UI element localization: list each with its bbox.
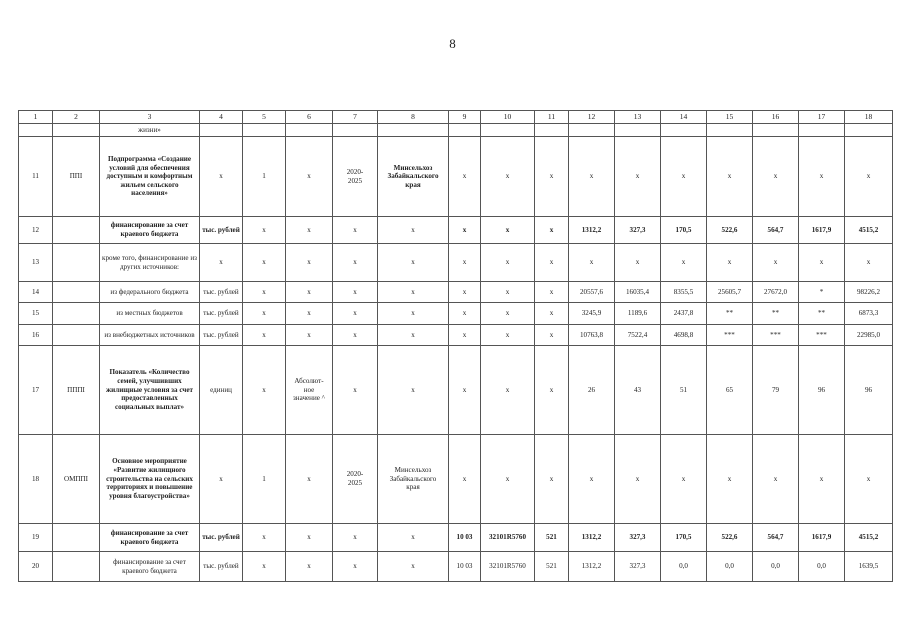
table-cell: 11	[19, 137, 53, 217]
table-cell: 4515,2	[845, 217, 893, 244]
table-cell: x	[243, 524, 286, 552]
row-description: финансирование за счет краевого бюджета	[100, 552, 200, 582]
table-cell: 522,6	[707, 217, 753, 244]
table-cell: Минсельхоз Забайкальского края	[378, 435, 449, 524]
table-cell: x	[753, 244, 799, 282]
table-cell: x	[378, 552, 449, 582]
table-cell: 2020- 2025	[333, 435, 378, 524]
table-cell: 96	[799, 346, 845, 435]
table-cell: 25605,7	[707, 282, 753, 303]
table-cell: x	[707, 137, 753, 217]
table-cell: 12	[19, 217, 53, 244]
header-cell: 12	[569, 111, 615, 124]
table-cell: 4698,8	[661, 325, 707, 346]
row-description: Подпрограмма «Создание условий для обеспечения доступным и комфортным жильем сельского населения»	[100, 137, 200, 217]
table-cell: тыс. рублей	[200, 524, 243, 552]
table-cell: 26	[569, 346, 615, 435]
table-cell: тыс. рублей	[200, 282, 243, 303]
table-cell: x	[449, 435, 481, 524]
table-cell: 10 03	[449, 524, 481, 552]
table-cell: *	[799, 282, 845, 303]
table-cell	[378, 124, 449, 137]
table-cell: 521	[535, 524, 569, 552]
table-cell	[845, 124, 893, 137]
table-cell: x	[615, 244, 661, 282]
table-cell	[535, 124, 569, 137]
table-cell: 1312,2	[569, 217, 615, 244]
table-cell	[53, 303, 100, 325]
table-cell: x	[449, 244, 481, 282]
table-cell: x	[661, 137, 707, 217]
table-cell: x	[661, 435, 707, 524]
table-cell: 6873,3	[845, 303, 893, 325]
table-cell	[799, 124, 845, 137]
table-cell: x	[243, 282, 286, 303]
header-cell: 1	[19, 111, 53, 124]
table-cell: x	[378, 282, 449, 303]
table-cell: x	[243, 303, 286, 325]
table-cell: 14	[19, 282, 53, 303]
table-cell: 15	[19, 303, 53, 325]
table-cell: ПППI	[53, 346, 100, 435]
table-cell: x	[333, 303, 378, 325]
table-cell: x	[535, 217, 569, 244]
table-cell: x	[286, 303, 333, 325]
table-cell: 51	[661, 346, 707, 435]
table-cell: x	[243, 217, 286, 244]
table-cell: x	[378, 303, 449, 325]
table-cell: x	[286, 435, 333, 524]
table-cell: x	[535, 435, 569, 524]
table-cell: 170,5	[661, 217, 707, 244]
table-cell: ***	[707, 325, 753, 346]
table-cell	[53, 282, 100, 303]
table-cell: **	[753, 303, 799, 325]
table-cell: x	[449, 282, 481, 303]
header-cell: 5	[243, 111, 286, 124]
table-row	[19, 346, 893, 435]
table-cell: x	[845, 137, 893, 217]
table-cell	[333, 124, 378, 137]
table-cell: x	[481, 217, 535, 244]
header-cell: 14	[661, 111, 707, 124]
table-cell: ОМППI	[53, 435, 100, 524]
table-cell	[449, 124, 481, 137]
table-cell: x	[535, 325, 569, 346]
table-cell: x	[481, 303, 535, 325]
table-cell: x	[449, 346, 481, 435]
table-cell: x	[481, 137, 535, 217]
header-cell: 9	[449, 111, 481, 124]
table-cell: x	[845, 244, 893, 282]
table-cell: **	[799, 303, 845, 325]
table-cell: x	[707, 435, 753, 524]
table-cell	[53, 124, 100, 137]
table-cell: 18	[19, 435, 53, 524]
table-cell: x	[243, 244, 286, 282]
table-cell: единиц	[200, 346, 243, 435]
table-cell: 564,7	[753, 217, 799, 244]
table-cell: 521	[535, 552, 569, 582]
table-cell: x	[799, 137, 845, 217]
table-cell: 20557,6	[569, 282, 615, 303]
table-cell: x	[535, 346, 569, 435]
table-cell: x	[286, 244, 333, 282]
table-row	[19, 303, 893, 325]
table-cell: ППI	[53, 137, 100, 217]
table-cell	[243, 124, 286, 137]
table-cell: 32101R5760	[481, 524, 535, 552]
table-cell: Абсолют- ное значение ^	[286, 346, 333, 435]
table-cell: 16035,4	[615, 282, 661, 303]
table-cell: 0,0	[661, 552, 707, 582]
table-cell: 1	[243, 435, 286, 524]
table-cell: 2437,8	[661, 303, 707, 325]
table-cell: x	[569, 244, 615, 282]
table-cell: x	[200, 435, 243, 524]
table-cell	[19, 124, 53, 137]
table-cell: x	[286, 552, 333, 582]
table-cell: x	[378, 346, 449, 435]
table-cell: x	[661, 244, 707, 282]
table-cell: x	[286, 137, 333, 217]
table-cell	[286, 124, 333, 137]
table-cell: x	[753, 435, 799, 524]
table-cell: x	[481, 435, 535, 524]
table-cell: 43	[615, 346, 661, 435]
row-description: кроме того, финансирование из других источников:	[100, 244, 200, 282]
table-cell: x	[449, 217, 481, 244]
table-cell	[569, 124, 615, 137]
table-cell: x	[378, 325, 449, 346]
table-cell: x	[799, 244, 845, 282]
table-cell: 1639,5	[845, 552, 893, 582]
table-cell: x	[378, 524, 449, 552]
header-cell: 6	[286, 111, 333, 124]
table-cell: 1312,2	[569, 552, 615, 582]
header-cell: 13	[615, 111, 661, 124]
table-cell: x	[799, 435, 845, 524]
table-cell: x	[378, 244, 449, 282]
program-table	[18, 110, 893, 582]
row-description: жизни»	[100, 124, 200, 137]
table-cell: x	[449, 303, 481, 325]
table-cell: x	[286, 524, 333, 552]
table-cell: 17	[19, 346, 53, 435]
table-cell	[707, 124, 753, 137]
table-cell: x	[449, 325, 481, 346]
table-cell: тыс. рублей	[200, 552, 243, 582]
header-cell: 15	[707, 111, 753, 124]
table-cell: x	[378, 217, 449, 244]
table-cell: тыс. рублей	[200, 303, 243, 325]
table-cell: ***	[753, 325, 799, 346]
table-row	[19, 552, 893, 582]
table-cell: **	[707, 303, 753, 325]
header-cell: 11	[535, 111, 569, 124]
table-cell: 98226,2	[845, 282, 893, 303]
table-cell: 1189,6	[615, 303, 661, 325]
table-cell: 10763,8	[569, 325, 615, 346]
header-cell: 10	[481, 111, 535, 124]
table-row	[19, 282, 893, 303]
table-cell: x	[615, 435, 661, 524]
header-cell: 7	[333, 111, 378, 124]
row-description: Основное мероприятие «Развитие жилищного строительства на сельских территориях и повышение уровня благоустройства»	[100, 435, 200, 524]
table-cell: x	[481, 325, 535, 346]
table-cell: 327,3	[615, 217, 661, 244]
table-cell: 7522,4	[615, 325, 661, 346]
table-row	[19, 524, 893, 552]
table-row	[19, 137, 893, 217]
table-cell: x	[481, 346, 535, 435]
header-cell: 17	[799, 111, 845, 124]
table-cell: 327,3	[615, 524, 661, 552]
table-cell: 0,0	[707, 552, 753, 582]
table-cell: 564,7	[753, 524, 799, 552]
table-cell: x	[243, 325, 286, 346]
table-cell	[53, 244, 100, 282]
table-cell: x	[569, 137, 615, 217]
table-cell	[53, 552, 100, 582]
table-row	[19, 124, 893, 137]
table-row	[19, 217, 893, 244]
table-cell: тыс. рублей	[200, 325, 243, 346]
table-cell: x	[243, 552, 286, 582]
table-cell: x	[535, 244, 569, 282]
table-cell: 1312,2	[569, 524, 615, 552]
row-description: Показатель «Количество семей, улучшивших жилищные условия за счет предоставленных социальных выплат»	[100, 346, 200, 435]
table-cell: 1	[243, 137, 286, 217]
table-cell	[200, 124, 243, 137]
table-cell: 4515,2	[845, 524, 893, 552]
table-cell: 16	[19, 325, 53, 346]
table-cell: 170,5	[661, 524, 707, 552]
table-cell: 20	[19, 552, 53, 582]
table-cell: 522,6	[707, 524, 753, 552]
table-cell: x	[569, 435, 615, 524]
table-cell: x	[286, 325, 333, 346]
table-cell	[661, 124, 707, 137]
header-cell: 18	[845, 111, 893, 124]
page-number: 8	[449, 36, 456, 51]
table-cell: x	[333, 346, 378, 435]
row-description: финансирование за счет краевого бюджета	[100, 524, 200, 552]
header-cell: 4	[200, 111, 243, 124]
table-cell: 327,3	[615, 552, 661, 582]
table-cell: 8355,5	[661, 282, 707, 303]
table-cell	[53, 524, 100, 552]
table-cell: x	[286, 217, 333, 244]
table-cell: 96	[845, 346, 893, 435]
table-cell	[481, 124, 535, 137]
table-cell: x	[481, 244, 535, 282]
table-cell: 13	[19, 244, 53, 282]
header-cell: 8	[378, 111, 449, 124]
table-cell: 19	[19, 524, 53, 552]
table-cell: 0,0	[753, 552, 799, 582]
table-row	[19, 244, 893, 282]
header-cell: 16	[753, 111, 799, 124]
table-cell: 10 03	[449, 552, 481, 582]
table-cell: x	[615, 137, 661, 217]
table-cell: x	[481, 282, 535, 303]
table-cell: x	[707, 244, 753, 282]
table-cell: 1617,9	[799, 217, 845, 244]
table-cell: x	[753, 137, 799, 217]
table-cell: 65	[707, 346, 753, 435]
table-cell: 79	[753, 346, 799, 435]
table-cell: x	[333, 244, 378, 282]
table-cell: x	[845, 435, 893, 524]
table-cell	[53, 217, 100, 244]
table-cell: x	[535, 303, 569, 325]
table-cell	[53, 325, 100, 346]
table-cell	[753, 124, 799, 137]
table-cell: 3245,9	[569, 303, 615, 325]
row-description: из внебюджетных источников	[100, 325, 200, 346]
table-cell: x	[286, 282, 333, 303]
table-cell: 2020- 2025	[333, 137, 378, 217]
table-cell: x	[333, 552, 378, 582]
table-cell: ***	[799, 325, 845, 346]
table-cell: x	[243, 346, 286, 435]
table-cell	[615, 124, 661, 137]
table-cell: x	[535, 137, 569, 217]
table-row	[19, 435, 893, 524]
table-cell: x	[333, 325, 378, 346]
row-description: финансирование за счет краевого бюджета	[100, 217, 200, 244]
header-row	[19, 111, 893, 124]
table-cell: Минсельхоз Забайкальского края	[378, 137, 449, 217]
table-cell: 27672,0	[753, 282, 799, 303]
row-description: из федерального бюджета	[100, 282, 200, 303]
table-cell: x	[333, 282, 378, 303]
header-cell: 3	[100, 111, 200, 124]
table-cell: 0,0	[799, 552, 845, 582]
row-description: из местных бюджетов	[100, 303, 200, 325]
table-cell: x	[449, 137, 481, 217]
table-cell: x	[200, 137, 243, 217]
table-cell: 32101R5760	[481, 552, 535, 582]
table-cell: x	[200, 244, 243, 282]
table-cell: x	[333, 524, 378, 552]
table-row	[19, 325, 893, 346]
table-cell: 22985,0	[845, 325, 893, 346]
table-cell: 1617,9	[799, 524, 845, 552]
header-cell: 2	[53, 111, 100, 124]
table-cell: x	[535, 282, 569, 303]
table-cell: x	[333, 217, 378, 244]
table-cell: тыс. рублей	[200, 217, 243, 244]
